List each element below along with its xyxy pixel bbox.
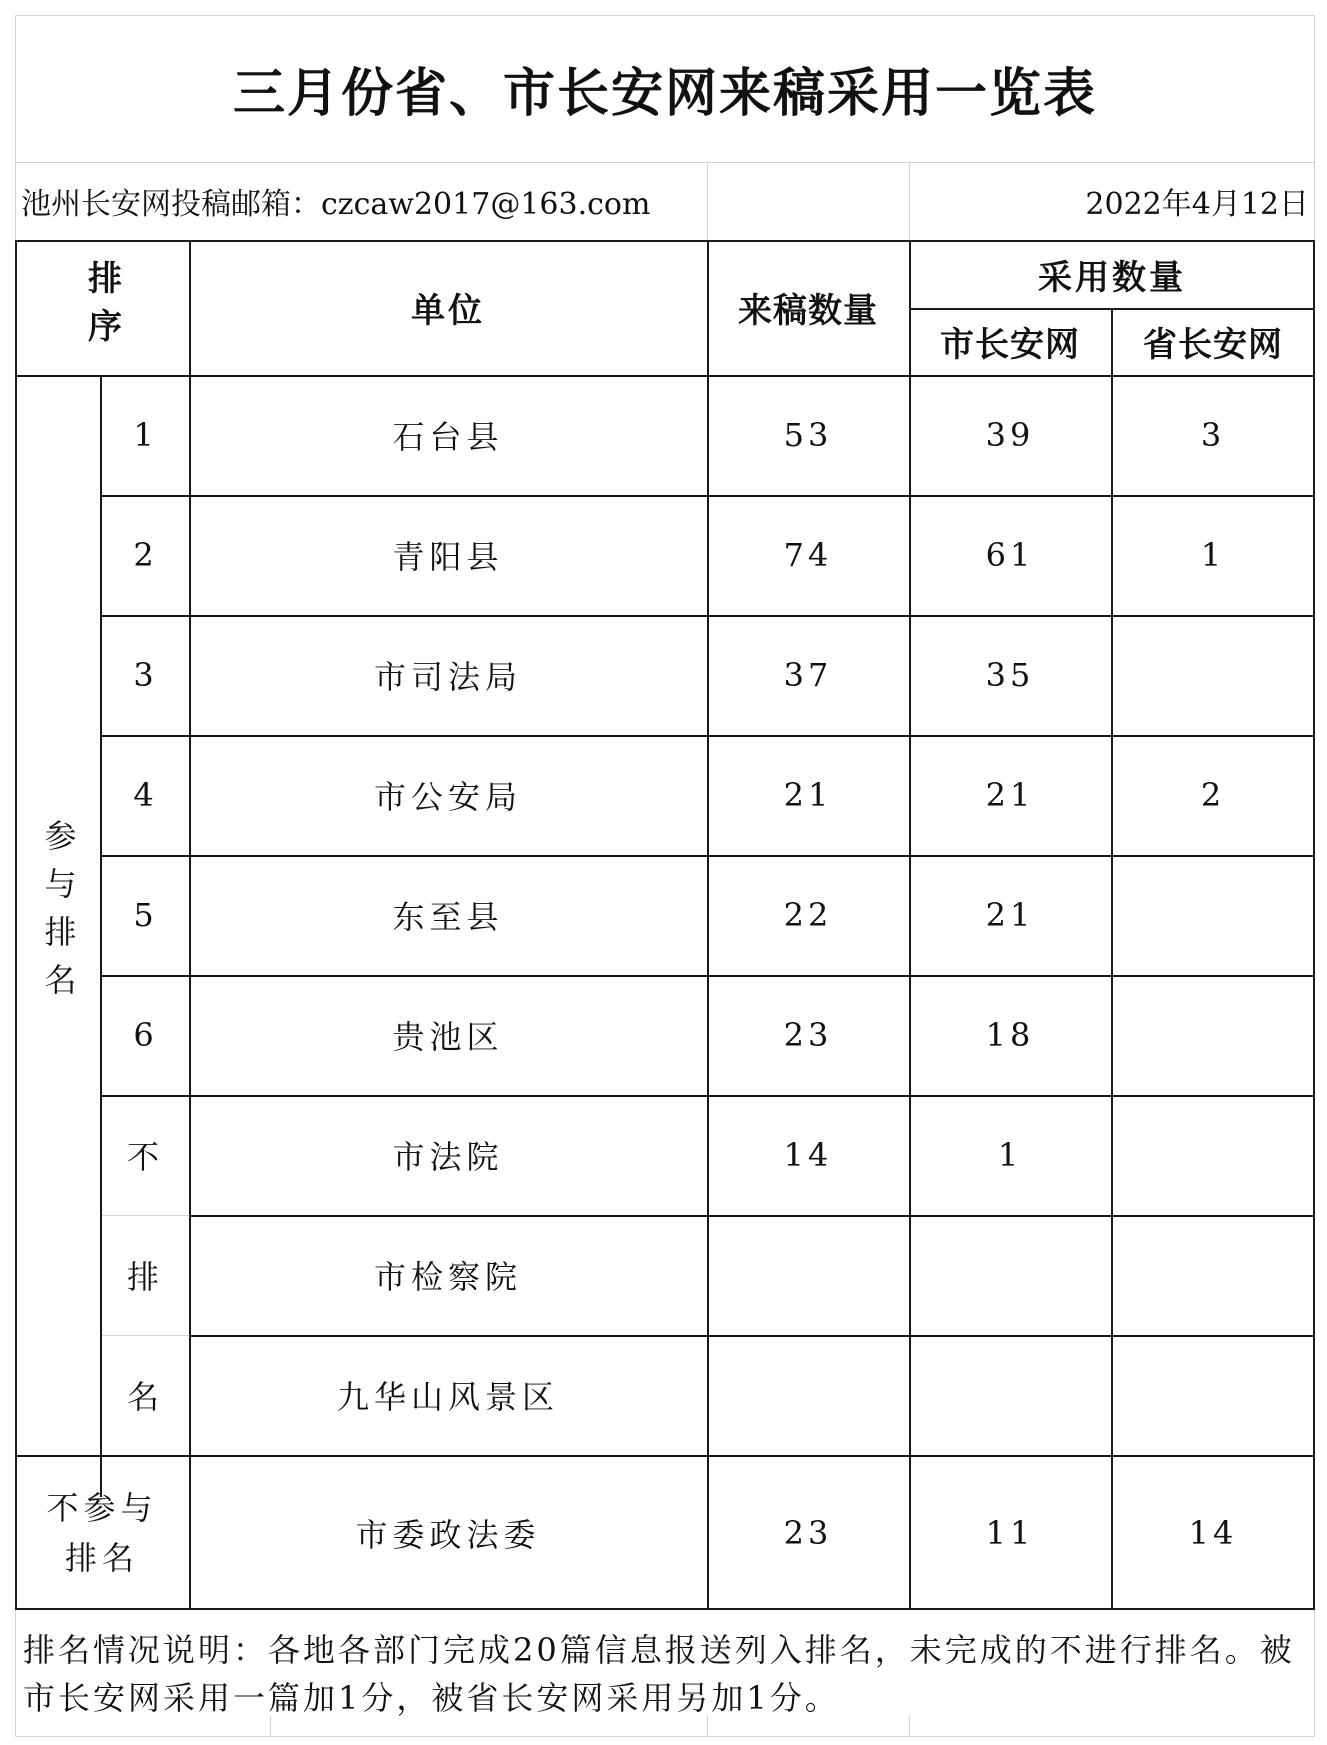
group-unranked-label: 不参与排名 (46, 1488, 158, 1577)
city-adopted-cell: 11 (985, 1513, 1035, 1552)
province-adopted-cell (1111, 615, 1315, 735)
submitted-cell (707, 1335, 909, 1455)
province-adopted-cell (1111, 1215, 1315, 1335)
province-adopted-cell (1111, 855, 1315, 975)
rank-cell: 3 (133, 656, 158, 694)
header-unit: 单位 (411, 291, 485, 331)
province-adopted-cell (1111, 1095, 1315, 1215)
city-adopted-cell (909, 1215, 1111, 1335)
city-adopted-cell: 39 (985, 416, 1035, 454)
unranked-label-char: 排 (126, 1258, 164, 1296)
province-adopted-cell (1111, 975, 1315, 1095)
submitted-cell: 22 (783, 896, 833, 934)
rank-cell: 2 (133, 536, 158, 574)
city-adopted-cell: 61 (985, 536, 1035, 574)
rank-cell: 5 (133, 896, 158, 934)
city-adopted-cell (909, 1335, 1111, 1455)
group-ranked-label: 参与排名 (39, 819, 78, 1011)
unit-cell: 市检察院 (373, 1258, 522, 1296)
city-adopted-cell: 18 (985, 1016, 1035, 1054)
grid-line (707, 162, 708, 240)
unit-cell: 市司法局 (373, 658, 522, 696)
province-adopted-cell: 2 (1200, 776, 1226, 814)
rank-cell: 6 (133, 1016, 158, 1054)
unranked-label-char: 名 (126, 1378, 164, 1416)
unit-cell: 市公安局 (373, 778, 522, 816)
submitted-cell: 74 (783, 536, 833, 574)
unit-cell: 青阳县 (392, 538, 504, 576)
unranked-label-char: 不 (126, 1138, 164, 1176)
header-province-site: 省长安网 (1143, 325, 1283, 365)
province-adopted-cell: 14 (1188, 1513, 1238, 1552)
ranking-note: 排名情况说明：各地各部门完成20篇信息报送列入排名，未完成的不进行排名。被市长安网采用一篇加1分，被省长安网采用另加1分。 (23, 1631, 1295, 1717)
spreadsheet-sheet (15, 15, 1315, 1737)
header-city-site: 市长安网 (940, 325, 1080, 365)
submitted-cell: 23 (783, 1016, 833, 1054)
header-adopted: 采用数量 (1038, 257, 1186, 298)
unit-cell: 贵池区 (392, 1018, 504, 1056)
submitted-cell (707, 1215, 909, 1335)
header-rank: 排序 (81, 259, 122, 356)
unit-cell: 九华山风景区 (336, 1378, 559, 1416)
page-title: 三月份省、市长安网来稿采用一览表 (232, 64, 1097, 124)
submitted-cell: 21 (783, 776, 833, 814)
submitted-cell: 23 (783, 1513, 833, 1552)
submitted-cell: 53 (783, 416, 833, 454)
header-submitted: 来稿数量 (738, 291, 878, 331)
city-adopted-cell: 21 (985, 896, 1035, 934)
province-adopted-cell: 1 (1200, 536, 1226, 574)
submitted-cell: 37 (783, 656, 833, 694)
unit-cell: 东至县 (392, 898, 504, 936)
city-adopted-cell: 21 (985, 776, 1035, 814)
unit-cell: 市法院 (392, 1138, 504, 1176)
city-adopted-cell: 35 (985, 656, 1035, 694)
rank-cell: 1 (133, 416, 158, 454)
email-label: 池州长安网投稿邮箱：czcaw2017@163.com (21, 187, 651, 222)
rank-cell: 4 (133, 776, 158, 814)
unit-cell: 市委政法委 (355, 1515, 541, 1554)
province-adopted-cell: 3 (1200, 416, 1226, 454)
report-date: 2022年4月12日 (1085, 187, 1309, 222)
unit-cell: 石台县 (392, 418, 504, 456)
province-adopted-cell (1111, 1335, 1315, 1455)
city-adopted-cell: 1 (997, 1136, 1023, 1174)
submitted-cell: 14 (783, 1136, 833, 1174)
